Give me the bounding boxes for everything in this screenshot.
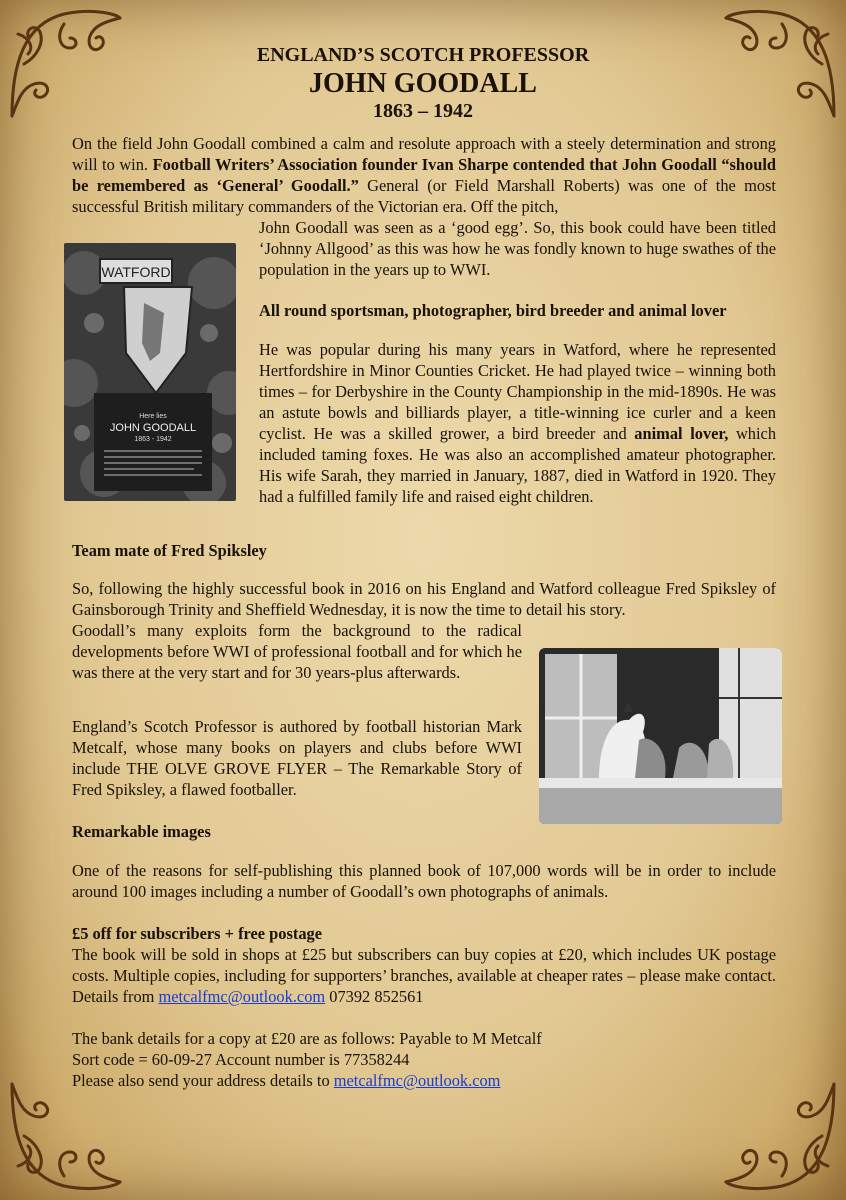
scroll-ornament-icon — [722, 1076, 842, 1196]
plaque-line: Here lies — [139, 413, 167, 420]
kicker-title: ENGLAND’S SCOTCH PROFESSOR — [256, 44, 590, 66]
section-body: He was popular during his many years in Watford, where he represented Hertfordshire in Minor Counties Cricket. He had played twice – winning both times – for Derbyshire in the County Championship in the mid-1890s. He was an astute bowls and billiards player, a title-winning ice curler and a keen cyclist. He was a skilled grower, a bird breeder and animal lover, which included taming foxes. He was also an accomplished amateur photographer. His wife Sarah, they married in January, 1887, died in Watford in 1920. They had a fulfilled family life and raised eight children. — [259, 340, 777, 506]
life-years: 1863 – 1942 — [373, 100, 473, 122]
section-body: The book will be sold in shops at £25 but subscribers can buy copies at £20, which includes UK postage costs. Multiple copies, including for supporters’ branches, available at cheaper rates – please make contact. Details from metcalfmc@outlook.com 07392 852561 — [72, 945, 776, 1006]
section-heading: Team mate of Fred Spiksley — [72, 541, 267, 560]
dog-and-cats-photo — [539, 648, 782, 824]
email-link[interactable]: metcalfmc@outlook.com — [333, 1071, 501, 1090]
bank-details — [72, 1028, 776, 1091]
plaque-years: 1863 - 1942 — [134, 436, 172, 443]
plaque-name: JOHN GOODALL — [109, 422, 197, 434]
section-body: One of the reasons for self-publishing this planned book of 107,000 words will be in order to include around 100 images including a number of Goodall’s own photographs of animals. — [72, 861, 776, 901]
intro-paragraph: On the field John Goodall combined a calm and resolute approach with a steely determination and strong will to win. Football Writers’ Association founder Ivan Sharpe contended that John Goodall “should be remembered as ‘General’ Goodall.” General (or Field Marshall Roberts) was one of the most successful British military commanders of the Victorian era. Off the pitch, — [72, 134, 776, 216]
section-heading: Remarkable images — [72, 822, 211, 841]
bank-line: Sort code = 60-09-27 Account number is 77358244 — [72, 1050, 410, 1069]
memorial-plaque-photo — [64, 243, 236, 501]
bank-line: Please also send your address details to metcalfmc@outlook.com — [72, 1071, 501, 1090]
scroll-ornament-icon — [4, 1076, 124, 1196]
section-heading: £5 off for subscribers + free postage — [72, 924, 322, 943]
watford-sign-text: WATFORD — [101, 264, 171, 280]
intro-paragraph-2: John Goodall was seen as a ‘good egg’. So, this book could have been titled ‘Johnny Allgood’ as this was how he was fondly known to huge swathes of the population in the years up to WWI. — [259, 218, 776, 279]
bank-line: The bank details for a copy at £20 are as follows: Payable to M Metcalf — [72, 1029, 542, 1048]
section-body: Goodall’s many exploits form the background to the radical developments before WWI of professional football and for which he was there at the very start and for 30 years-plus afterwards. — [72, 621, 522, 682]
page-title: JOHN GOODALL — [309, 68, 537, 99]
section-body: England’s Scotch Professor is authored by football historian Mark Metcalf, whose many books on players and clubs before WWI include THE OLVE GROVE FLYER – The Remarkable Story of Fred Spiksley, a flawed footballer. — [72, 717, 522, 799]
section-heading: All round sportsman, photographer, bird breeder and animal lover — [259, 301, 727, 320]
email-link[interactable]: metcalfmc@outlook.com — [158, 987, 326, 1006]
section-body: So, following the highly successful book in 2016 on his England and Watford colleague Fred Spiksley of Gainsborough Trinity and Sheffield Wednesday, it is now the time to detail his story. — [72, 579, 776, 619]
